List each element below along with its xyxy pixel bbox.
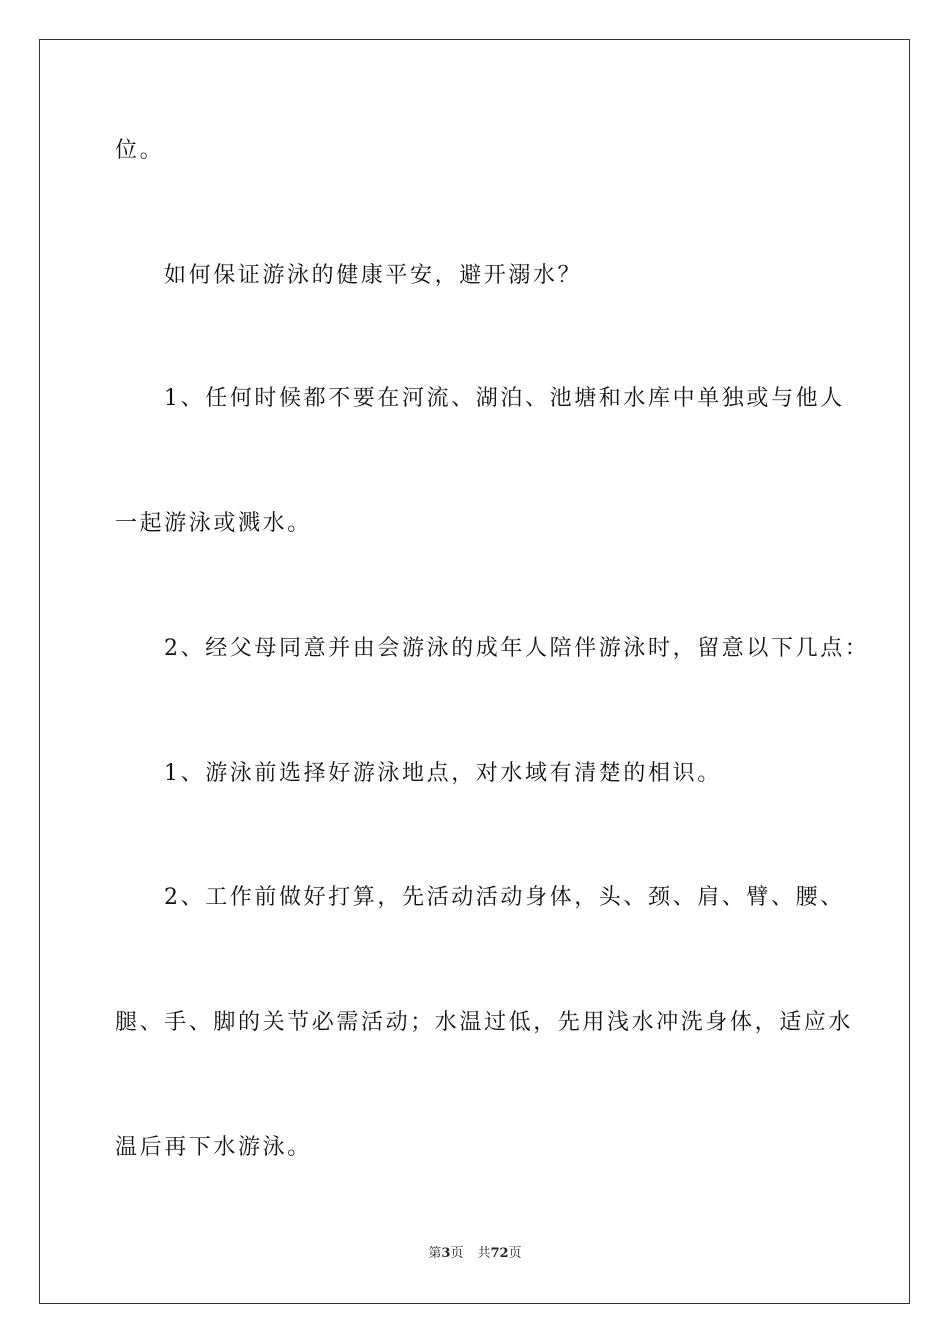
footer-page-prefix: 第: [428, 1246, 442, 1261]
paragraph-2-line-1: 2、经父母同意并由会游泳的成年人陪伴游泳时，留意以下几点：: [164, 636, 870, 661]
sub-item-2-line-1: 2、工作前做好打算，先活动活动身体，头、颈、肩、臂、腰、: [164, 885, 845, 910]
paragraph-1-line-1: 1、任何时候都不要在河流、湖泊、池塘和水库中单独或与他人: [164, 386, 845, 411]
page-footer: [0, 1245, 950, 1263]
footer-total-prefix: 共: [477, 1246, 491, 1261]
page-border: [39, 39, 910, 1304]
section-question-heading: 如何保证游泳的健康平安，避开溺水？: [164, 263, 583, 288]
sub-item-1: 1、游泳前选择好游泳地点，对水域有清楚的相识。: [164, 761, 722, 786]
sub-item-2-line-2: 腿、手、脚的关节必需活动；水温过低，先用浅水冲洗身体，适应水: [115, 1010, 854, 1035]
footer-page-suffix: 页: [450, 1246, 464, 1261]
footer-current-page: 3: [441, 1246, 451, 1261]
text-line-continuation: 位。: [115, 138, 165, 163]
footer-total-suffix: 页: [508, 1246, 522, 1261]
footer-total-pages: 72: [490, 1246, 509, 1261]
sub-item-2-line-3: 温后再下水游泳。: [115, 1135, 312, 1160]
paragraph-1-line-2: 一起游泳或溅水。: [115, 511, 312, 536]
